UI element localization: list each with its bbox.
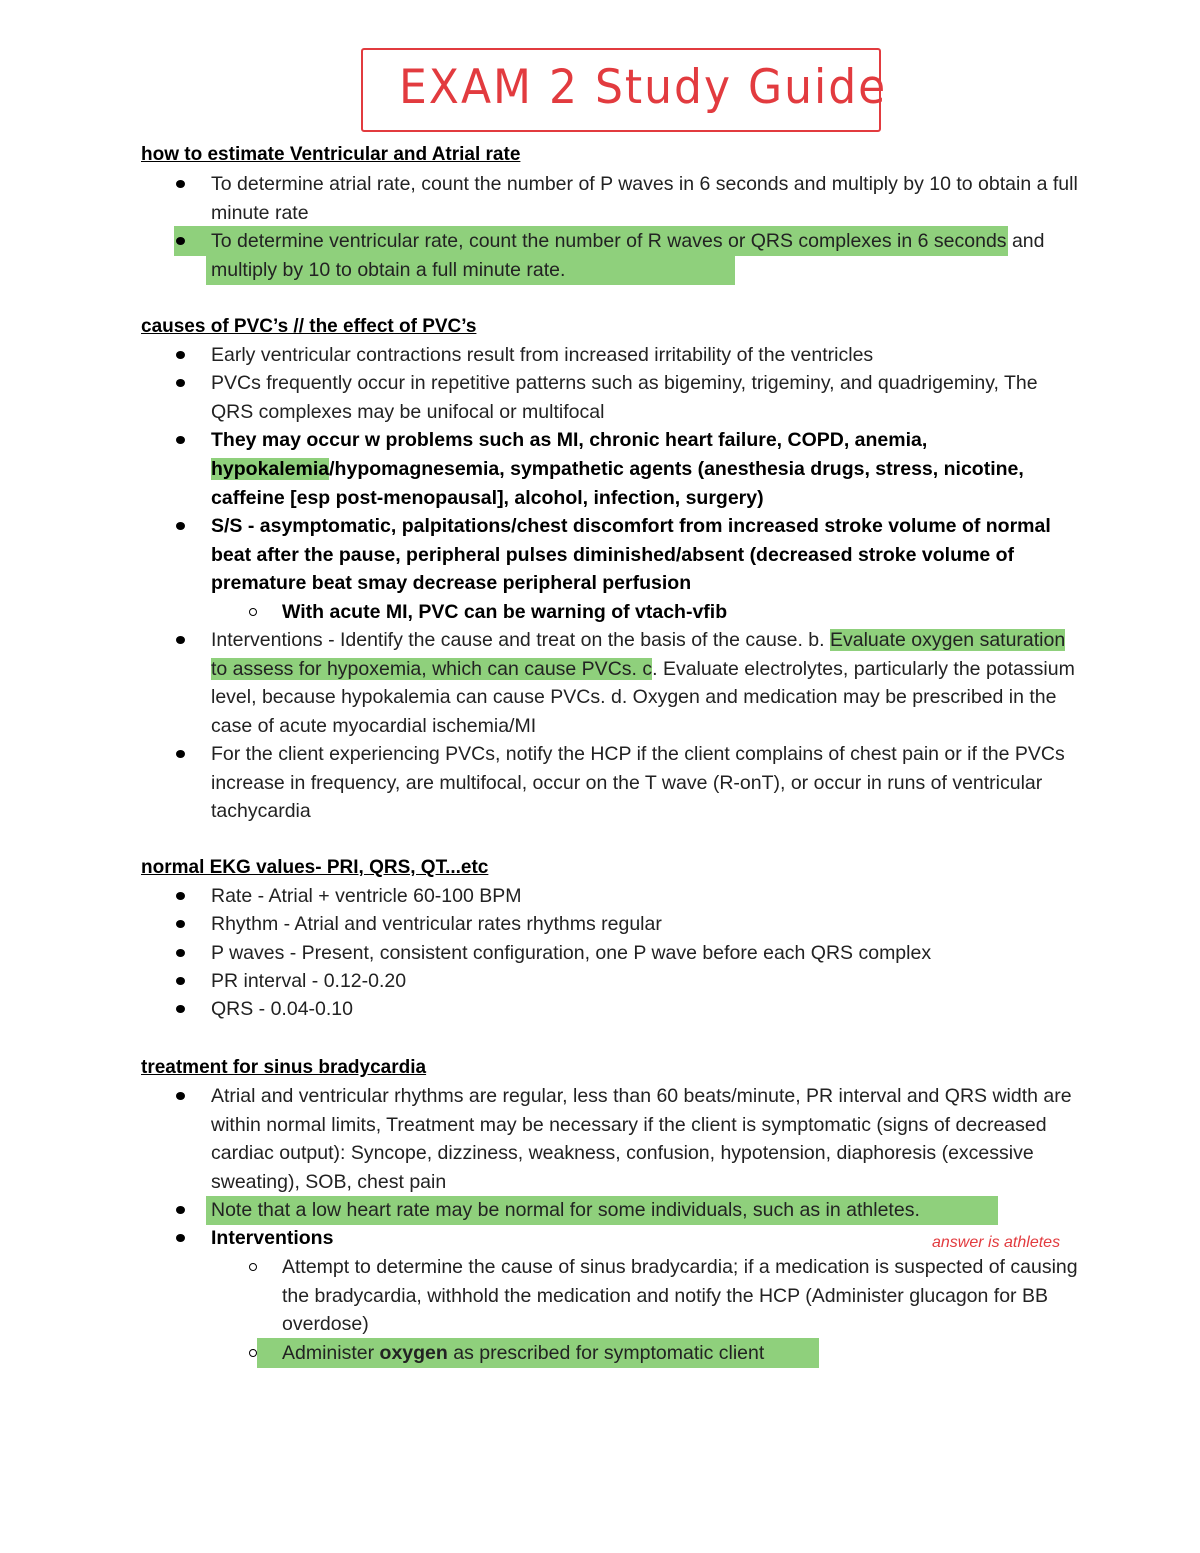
item-text: To determine atrial rate, count the number of P waves in 6 seconds and multiply by 10 to obtain a full minute rate bbox=[211, 173, 1078, 224]
bullet-icon bbox=[176, 1234, 185, 1242]
list-item bbox=[211, 740, 1081, 826]
section-heading-bradycardia: treatment for sinus bradycardia bbox=[141, 1057, 427, 1078]
circle-bullet-icon bbox=[249, 608, 257, 616]
list-item bbox=[211, 369, 1081, 426]
item-text: They may occur w problems such as MI, chronic heart failure, COPD, anemia, bbox=[211, 429, 928, 451]
list-item bbox=[211, 995, 1081, 1024]
list-item bbox=[211, 1082, 1081, 1196]
list-item bbox=[211, 341, 1081, 370]
bullet-icon bbox=[176, 351, 185, 359]
sub-list-item bbox=[282, 1339, 1082, 1368]
highlighted-text: hypokalemia bbox=[211, 458, 330, 480]
list-item bbox=[211, 1196, 1081, 1225]
section-heading-rate: how to estimate Ventricular and Atrial rate bbox=[141, 144, 521, 165]
item-text: P waves - Present, consistent configuration, one P wave before each QRS complex bbox=[211, 942, 932, 964]
section-heading-ekg: normal EKG values- PRI, QRS, QT...etc bbox=[141, 857, 489, 878]
list-item bbox=[211, 227, 1081, 284]
list-item bbox=[211, 910, 1081, 939]
list-item bbox=[211, 426, 1081, 513]
item-text: Administer bbox=[282, 1342, 380, 1364]
list-item bbox=[211, 967, 1081, 996]
item-text: /hypomagnesemia, sympathetic agents (anesthesia drugs, stress, nicotine, caffeine [esp post-menopausal], alcohol, infection, surgery) bbox=[211, 458, 1024, 509]
item-text: To determine ventricular rate, count the number of R waves or QRS complexes in 6 seconds and multiply by 10 to obtain a full minute rate. bbox=[211, 230, 1045, 281]
item-text: QRS - 0.04-0.10 bbox=[211, 998, 353, 1020]
bullet-icon bbox=[176, 636, 185, 644]
bullet-icon bbox=[176, 436, 185, 444]
item-text: PR interval - 0.12-0.20 bbox=[211, 970, 407, 992]
item-text: Attempt to determine the cause of sinus bradycardia; if a medication is suspected of causing the bradycardia, withhold the medication and notify the HCP (Administer glucagon for BB overdose) bbox=[282, 1256, 1078, 1335]
list-item bbox=[211, 512, 1051, 598]
sub-list-item bbox=[282, 598, 1082, 627]
bullet-icon bbox=[176, 1092, 185, 1100]
item-text: Rhythm - Atrial and ventricular rates rhythms regular bbox=[211, 913, 662, 935]
bullet-icon bbox=[176, 1206, 185, 1214]
bullet-icon bbox=[176, 180, 185, 188]
bullet-icon bbox=[176, 379, 185, 387]
list-item bbox=[211, 626, 1081, 740]
item-text: Interventions - Identify the cause and treat on the basis of the cause. b. bbox=[211, 629, 830, 651]
list-item bbox=[211, 939, 1081, 968]
bullet-icon bbox=[176, 920, 185, 928]
bullet-icon bbox=[176, 1005, 185, 1013]
item-text: With acute MI, PVC can be warning of vtach-vfib bbox=[282, 601, 728, 623]
item-text: For the client experiencing PVCs, notify the HCP if the client complains of chest pain or if the PVCs increase in frequency, are multifocal, occur on the T wave (R-onT), or occur in runs of ventricular tachycardia bbox=[211, 743, 1065, 822]
bullet-icon bbox=[176, 949, 185, 957]
bullet-icon bbox=[176, 750, 185, 758]
item-text: Rate - Atrial + ventricle 60-100 BPM bbox=[211, 885, 522, 907]
item-text: S/S - asymptomatic, palpitations/chest discomfort from increased stroke volume of normal beat after the pause, peripheral pulses diminished/absent (decreased stroke volume of premature beat smay decrease peripheral perfusion bbox=[211, 515, 1051, 594]
circle-bullet-icon bbox=[249, 1349, 257, 1357]
bullet-icon bbox=[176, 237, 185, 245]
bullet-icon bbox=[176, 977, 185, 985]
title-box bbox=[361, 48, 888, 132]
item-text: as prescribed for symptomatic client bbox=[447, 1342, 765, 1364]
item-text: PVCs frequently occur in repetitive patterns such as bigeminy, trigeminy, and quadrigeminy, The QRS complexes may be unifocal or multifocal bbox=[211, 372, 1038, 423]
item-text: Interventions bbox=[211, 1227, 334, 1249]
bold-text: oxygen bbox=[379, 1342, 448, 1364]
bullet-icon bbox=[176, 892, 185, 900]
item-text: Note that a low heart rate may be normal for some individuals, such as in athletes. bbox=[211, 1199, 920, 1221]
sub-list-item bbox=[282, 1253, 1082, 1339]
list-item bbox=[211, 170, 1081, 227]
item-text: . Evaluate electrolytes, particularly the potassium level, because hypokalemia can cause PVCs. d. Oxygen and medication may be prescribed in the case of acute myocardial ischemia/MI bbox=[211, 657, 1075, 737]
item-text: Early ventricular contractions result from increased irritability of the ventricles bbox=[211, 344, 874, 366]
bullet-icon bbox=[176, 522, 185, 530]
highlighted-text: Evaluate oxygen saturation to assess for hypoxemia, which can cause PVCs. c bbox=[211, 629, 1066, 680]
item-text: Atrial and ventricular rhythms are regular, less than 60 beats/minute, PR interval and QRS width are within normal limits, Treatment may be necessary if the client is symptomatic (signs of decreased cardiac output): Syncope, dizziness, weakness, confusion, hypotension, diaphoresis (excessive sweating), SOB, chest pain bbox=[211, 1085, 1072, 1193]
section-heading-pvc: causes of PVC’s // the effect of PVC’s bbox=[141, 316, 477, 337]
page-title: EXAM 2 Study Guide bbox=[399, 60, 888, 116]
circle-bullet-icon bbox=[249, 1263, 257, 1271]
list-item bbox=[211, 882, 1081, 911]
side-annotation: answer is athletes bbox=[932, 1234, 1061, 1251]
